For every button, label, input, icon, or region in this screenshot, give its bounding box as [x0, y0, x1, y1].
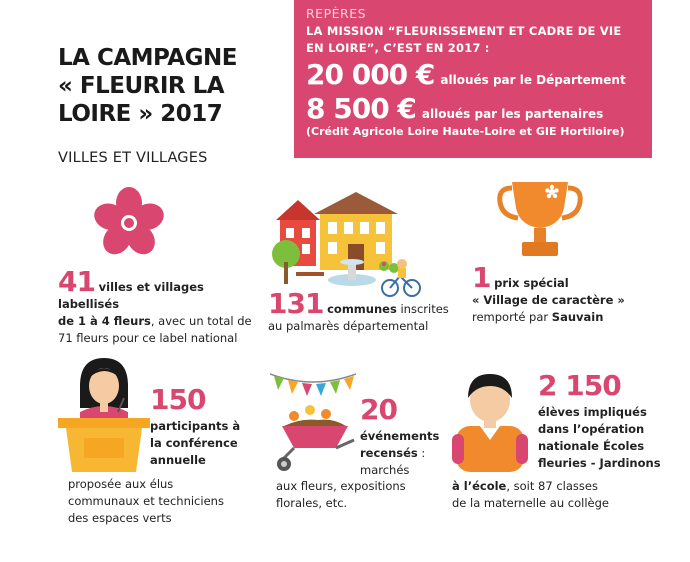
- reperes-intro-line-2: EN LOIRE”, C’EST EN 2017 :: [306, 41, 490, 55]
- stat-eleves-bold-3: nationale Écoles: [538, 439, 645, 453]
- page-title: [58, 44, 288, 128]
- stat-participants-text-4: proposée aux élus: [68, 477, 174, 491]
- title-line-2: « FLEURIR LA: [58, 73, 225, 99]
- flower-icon: [92, 186, 166, 260]
- stat-participants-desc: [68, 476, 268, 527]
- stat-participants-bold-1: participants à: [150, 419, 241, 433]
- reperes-intro-line-1: LA MISSION “FLEURISSEMENT ET CADRE DE VIE: [306, 24, 622, 38]
- stat-participants-text-6: des espaces verts: [68, 511, 172, 525]
- stat-eleves-number: 2 150: [538, 369, 621, 402]
- stat-evenements-text-4: aux fleurs, expositions: [276, 479, 406, 493]
- student-icon: [448, 372, 532, 472]
- reperes-partners: (Crédit Agricole Loire Haute-Loire et GIE Hortiloire): [306, 125, 625, 138]
- reperes-amount-1-text: alloués par le Département: [440, 73, 626, 87]
- stat-prix-bold-1: prix spécial: [494, 276, 569, 290]
- stat-eleves-bold-4: fleuries - Jardinons: [538, 456, 661, 470]
- stat-evenements-bold-2: recensés: [360, 446, 418, 460]
- stat-villes-bold-1: villes et villages labellisés: [58, 280, 204, 311]
- stat-communes-bold-1: communes: [327, 302, 397, 316]
- stat-prix: [472, 261, 652, 326]
- trophy-icon: [494, 178, 586, 262]
- reperes-amount-1: 20 000 €: [306, 58, 435, 91]
- stat-villes-number: 41: [58, 265, 95, 298]
- title-line-1: LA CAMPAGNE: [58, 45, 237, 71]
- stat-evenements-desc: [276, 478, 456, 512]
- stat-eleves-head: [538, 369, 686, 472]
- stat-evenements-text-2: :: [417, 446, 426, 460]
- reperes-intro: [306, 23, 640, 57]
- reperes-amount-2: 8 500 €: [306, 92, 416, 125]
- stat-eleves-desc: [452, 478, 686, 512]
- stat-prix-bold-3: Sauvain: [551, 310, 604, 324]
- reperes-amount-row-2: [306, 93, 640, 125]
- stat-evenements-bold-1: événements: [360, 429, 440, 443]
- reperes-amount-2-text: alloués par les partenaires: [421, 107, 604, 121]
- reperes-amount-row-1: [306, 59, 640, 91]
- stat-eleves-bold-1: élèves impliqués: [538, 405, 647, 419]
- stat-prix-text-3: remporté par: [472, 310, 552, 324]
- reperes-box: [294, 0, 652, 158]
- wheelbarrow-icon: [270, 370, 356, 474]
- stat-communes-number: 131: [268, 287, 324, 320]
- stat-evenements-text-5: florales, etc.: [276, 496, 348, 510]
- stat-communes-text-2: au palmarès départemental: [268, 319, 429, 333]
- stat-villes-text-2: , avec un total de: [150, 314, 252, 328]
- reperes-label: REPÈRES: [306, 6, 367, 21]
- stat-participants-bold-3: annuelle: [150, 453, 206, 467]
- stat-eleves-text-6: de la maternelle au collège: [452, 496, 609, 510]
- stat-communes: [268, 287, 458, 335]
- page-subtitle: VILLES ET VILLAGES: [58, 150, 208, 166]
- stat-evenements-number: 20: [360, 393, 397, 426]
- stat-participants-head: [150, 383, 270, 469]
- stat-prix-number: 1: [472, 261, 491, 294]
- stat-eleves-bold-2: dans l’opération: [538, 422, 645, 436]
- stat-participants-bold-2: la conférence: [150, 436, 238, 450]
- stat-villes-text-3: 71 fleurs pour ce label national: [58, 331, 238, 345]
- stat-evenements-text-3: marchés: [360, 463, 410, 477]
- title-line-3: LOIRE » 2017: [58, 101, 223, 127]
- stat-prix-bold-2: « Village de caractère »: [472, 293, 625, 307]
- stat-villes: [58, 265, 258, 347]
- stat-villes-bold-2: de 1 à 4 fleurs: [58, 314, 151, 328]
- stat-eleves-bold-5: à l’école: [452, 479, 507, 493]
- stat-communes-text-1: inscrites: [396, 302, 449, 316]
- stat-participants-text-5: communaux et techniciens: [68, 494, 224, 508]
- stat-participants-number: 150: [150, 383, 206, 416]
- village-icon: [272, 188, 422, 300]
- speaker-icon: [58, 356, 150, 472]
- stat-eleves-text-5: , soit 87 classes: [506, 479, 598, 493]
